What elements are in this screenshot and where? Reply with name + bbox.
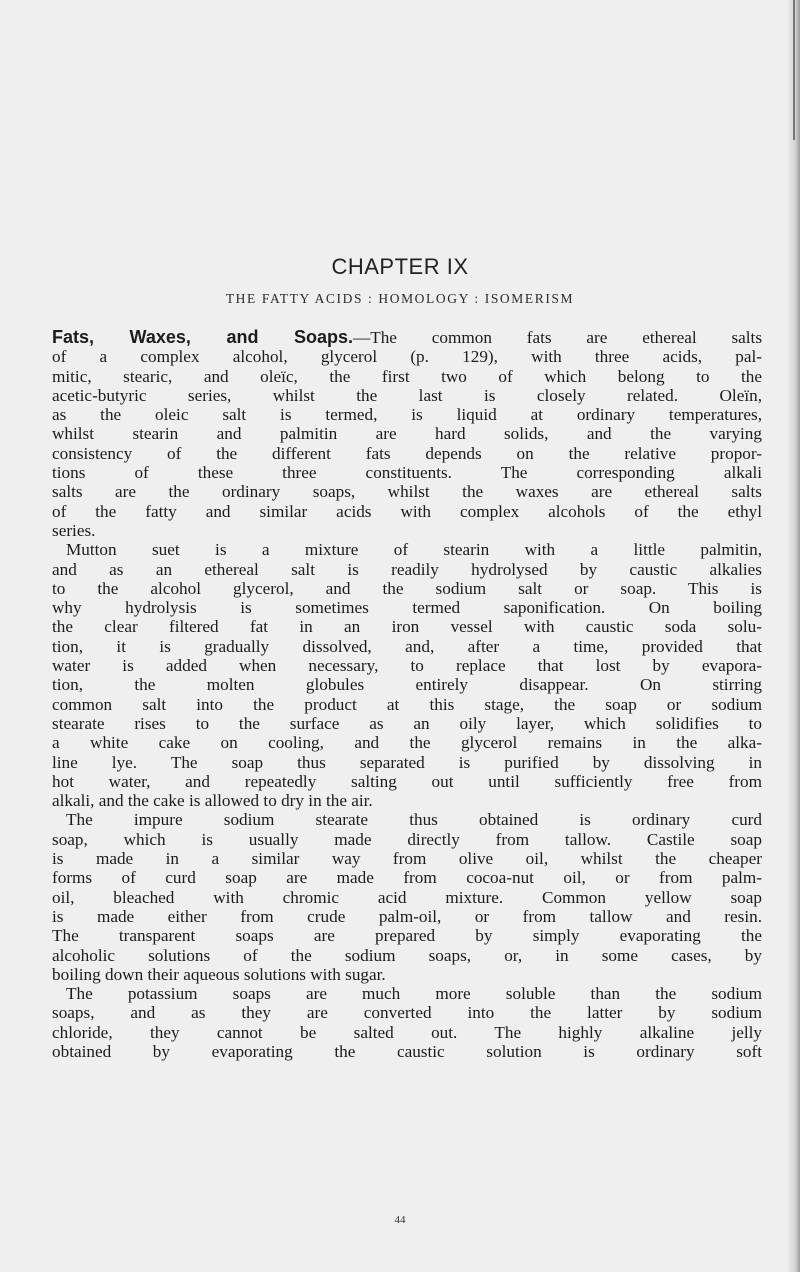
text-line: of the fatty and similar acids with complex alcohols of the ethyl <box>52 501 762 521</box>
text-line: why hydrolysis is sometimes termed saponification. On boiling <box>52 598 762 618</box>
chapter-heading: CHAPTER IX <box>331 254 469 279</box>
text-line: alkali, and the cake is allowed to dry in the air. <box>52 791 373 811</box>
text-line: the clear filtered fat in an iron vessel with caustic soda solu- <box>52 617 762 637</box>
text-line: is made in a similar way from olive oil, whilst the cheaper <box>52 849 762 869</box>
text-line: mitic, stearic, and oleïc, the first two of which belong to the <box>52 366 762 386</box>
text-line: Fats, Waxes, and Soaps.—The common fats are ethereal salts <box>52 327 763 347</box>
text-line: tions of these three constituents. The corresponding alkali <box>52 463 762 483</box>
text-line: is made either from crude palm-oil, or from tallow and resin. <box>52 906 762 926</box>
body-text <box>52 328 762 1061</box>
text-line: common salt into the product at this stage, the soap or sodium <box>52 694 762 714</box>
page-edge <box>788 0 800 1272</box>
text-line: The potassium soaps are much more soluble than the sodium <box>66 984 762 1004</box>
text-line: a white cake on cooling, and the glycerol remains in the alka- <box>52 733 762 753</box>
text-line: soaps, and as they are converted into the latter by sodium <box>52 1003 762 1023</box>
text-line: soap, which is usually made directly from tallow. Castile soap <box>52 829 762 849</box>
text-line: alcoholic solutions of the sodium soaps, or, in some cases, by <box>52 945 762 965</box>
text-line: Mutton suet is a mixture of stearin with a little palmitin, <box>66 540 762 560</box>
chapter-subtitle: THE FATTY ACIDS : HOMOLOGY : ISOMERISM <box>225 291 575 306</box>
text-line: obtained by evaporating the caustic solution is ordinary soft <box>52 1041 762 1061</box>
page-number: 44 <box>394 1214 406 1226</box>
text-line: of a complex alcohol, glycerol (p. 129), with three acids, pal- <box>52 347 762 367</box>
text-line: water is added when necessary, to replace that lost by evapora- <box>52 656 762 676</box>
text-line: whilst stearin and palmitin are hard solids, and the varying <box>52 424 762 444</box>
text-line: and as an ethereal salt is readily hydrolysed by caustic alkalies <box>52 559 762 579</box>
section-title: Fats, Waxes, and Soaps. <box>52 327 354 347</box>
text-line: stearate rises to the surface as an oily layer, which solidifies to <box>52 713 762 733</box>
text-line: consistency of the different fats depends on the relative propor- <box>52 443 762 463</box>
text-line: chloride, they cannot be salted out. The highly alkaline jelly <box>52 1022 762 1042</box>
text-line: The impure sodium stearate thus obtained is ordinary curd <box>66 810 762 830</box>
text-line: line lye. The soap thus separated is purified by dissolving in <box>52 752 762 772</box>
text-line: tion, the molten globules entirely disappear. On stirring <box>52 675 762 695</box>
text-line: oil, bleached with chromic acid mixture. Common yellow soap <box>52 887 762 907</box>
text-line: hot water, and repeatedly salting out until sufficiently free from <box>52 771 762 791</box>
text-line: series. <box>52 520 96 540</box>
text-line: acetic-butyric series, whilst the last is closely related. Oleïn, <box>52 385 762 405</box>
text-line: tion, it is gradually dissolved, and, after a time, provided that <box>52 636 762 656</box>
text-line: as the oleic salt is termed, is liquid at ordinary temperatures, <box>52 405 762 425</box>
text-line: to the alcohol glycerol, and the sodium salt or soap. This is <box>52 578 762 598</box>
text-line: salts are the ordinary soaps, whilst the waxes are ethereal salts <box>52 482 762 502</box>
text-line: boiling down their aqueous solutions with sugar. <box>52 964 386 984</box>
text-line: The transparent soaps are prepared by simply evaporating the <box>52 926 762 946</box>
text-line: forms of curd soap are made from cocoa-nut oil, or from palm- <box>52 868 762 888</box>
